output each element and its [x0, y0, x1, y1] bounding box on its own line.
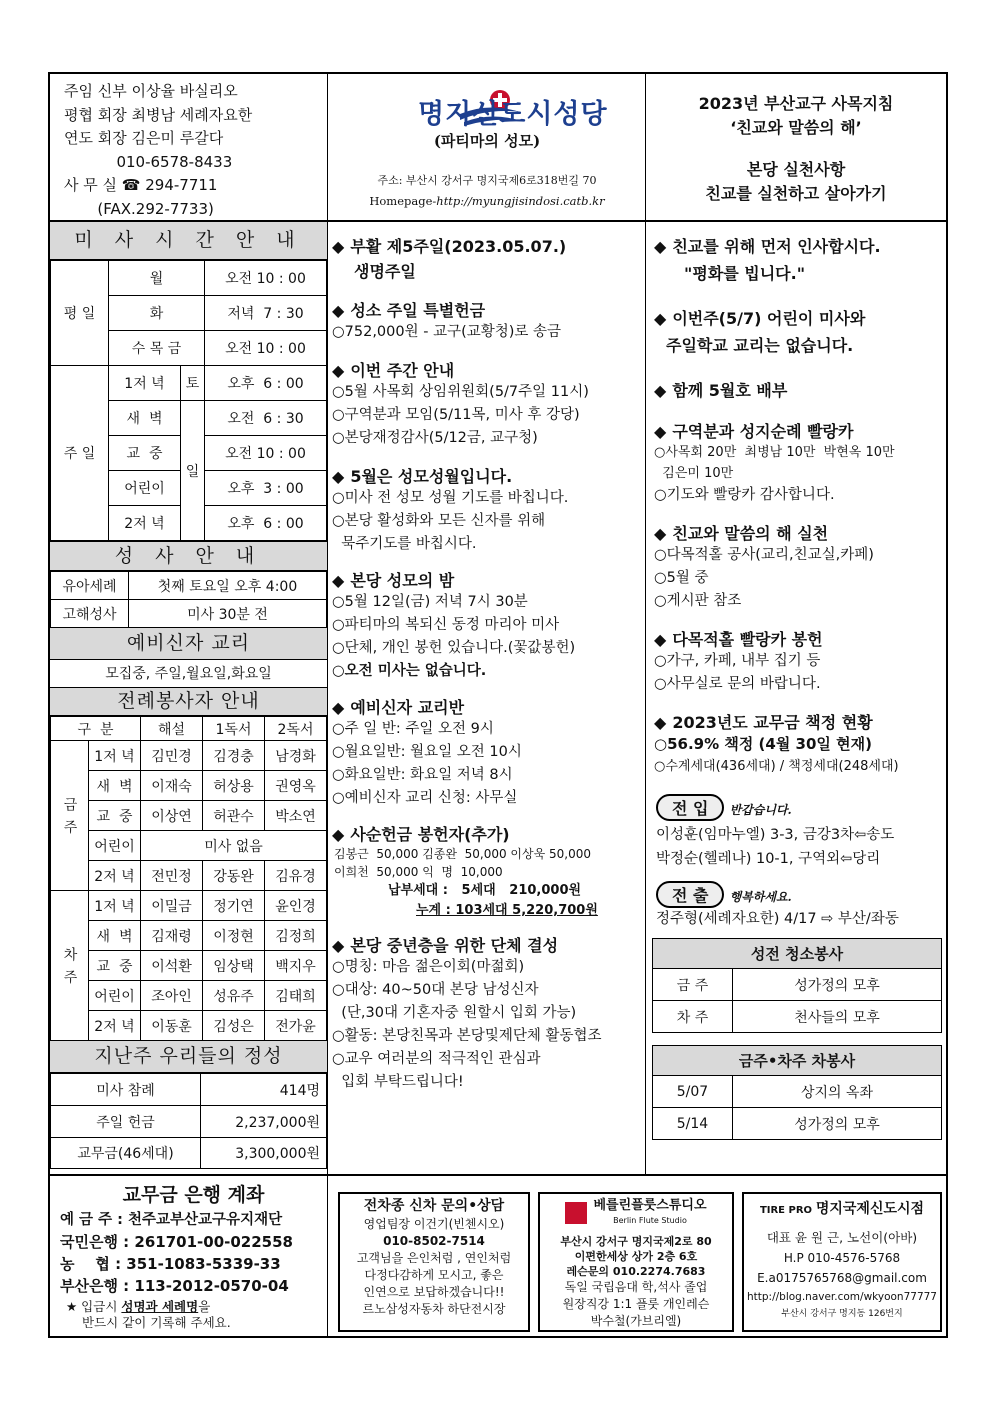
- next-week-label: 차 주: [51, 891, 89, 1041]
- donor-line: 김봉근 50,000 김종완 50,000 이상욱 50,000: [334, 847, 591, 861]
- transfer-out: [656, 881, 946, 908]
- notice-line: 입회 부탁드립니다!: [332, 1074, 464, 1090]
- church-address: 주소: 부산시 강서구 명지국제6로318번길 70: [377, 174, 597, 187]
- notice-title: [332, 464, 645, 487]
- notice-heading: 구역분과 성지순례 빨랑카: [672, 422, 854, 441]
- mass-day: 화: [109, 296, 205, 331]
- notice-heading: 다목적홀 빨랑카 봉헌: [672, 630, 823, 649]
- church-title-block: [328, 74, 646, 220]
- flute-ad: [538, 1192, 734, 1332]
- left-column: [50, 222, 328, 1174]
- flute-ad-line: 독일 국립음대 학,석사 졸업: [564, 1280, 708, 1294]
- tea-date: 5/07: [653, 1076, 733, 1108]
- guideline-line: 본당 실천사항: [746, 160, 846, 179]
- mass-name: 어린이: [109, 471, 181, 506]
- homepage-link[interactable]: http://myungjisindosi.catb.kr: [436, 194, 605, 208]
- notice-title: [332, 568, 645, 591]
- bank-note-2: 반드시 같이 기록해 주세요.: [82, 1315, 231, 1330]
- notice-title: [332, 234, 645, 257]
- volunteer: 이상연: [141, 801, 203, 831]
- volunteer: 허관수: [203, 801, 265, 831]
- mass-day: 일: [181, 401, 205, 541]
- transfer-line: 정주형(세례자요한) 4/17 ⇨ 부산/좌동: [656, 911, 899, 927]
- bank-note-text: 을: [198, 1299, 211, 1314]
- donor-total: 납부세대 : 5세대 210,000원: [388, 883, 582, 898]
- notice-title: [654, 710, 946, 733]
- car-ad-line: 다정다감하게 모시고, 좋은: [364, 1268, 504, 1282]
- offering-label: 교무금(46세대): [51, 1138, 201, 1169]
- volunteer: 전가윤: [265, 1011, 327, 1041]
- flute-ad-line: 원장직강 1:1 플룻 개인레슨: [562, 1297, 710, 1311]
- notice-line: ○대상: 40~50대 본당 남성신자: [332, 982, 539, 998]
- volunteer: 김성은: [203, 1011, 265, 1041]
- car-ad-title: 전차종 신차 문의•상담: [363, 1198, 505, 1214]
- liturgy-header: 해설: [141, 717, 203, 741]
- tea-table: [652, 1045, 942, 1140]
- diamond-icon: ◆: [654, 422, 667, 441]
- guideline-line: 2023년 부산교구 사목지침: [698, 94, 894, 113]
- notice-title: [332, 358, 645, 381]
- tire-ad-line: http://blog.naver.com/wkyoon77777: [746, 1291, 937, 1303]
- volunteer: 김유경: [265, 861, 327, 891]
- tire-ad-line: 부산시 강서구 명지동 126번지: [781, 1309, 903, 1319]
- notice-line: ○5월 중: [654, 570, 709, 586]
- mass-name: 1저 녁: [109, 366, 181, 401]
- notice-heading: 부활 제5주일(2023.05.07.): [350, 237, 567, 256]
- tire-ad: [742, 1192, 942, 1332]
- notice-line: ○주 일 반: 주일 오전 9시: [332, 721, 494, 737]
- sacrament-time: 첫째 토요일 오후 4:00: [129, 572, 327, 600]
- guideline-line: 친교를 실천하고 살아가기: [705, 184, 887, 203]
- mass-name: 새 벽: [109, 401, 181, 436]
- mass-day: 월: [109, 261, 205, 296]
- notice-title: [654, 378, 946, 401]
- mass-name: 어린이: [89, 981, 141, 1011]
- mass-time: 오후 6 : 00: [205, 506, 327, 541]
- volunteer: 권영옥: [265, 771, 327, 801]
- staff-info: [50, 74, 328, 220]
- notice-heading: 예비신자 교리반: [350, 698, 465, 717]
- diamond-icon: ◆: [332, 467, 345, 486]
- notice-title: [654, 521, 946, 544]
- volunteer: 이밀금: [141, 891, 203, 921]
- diamond-icon: ◆: [332, 571, 345, 590]
- diamond-icon: ◆: [654, 237, 667, 256]
- volunteer: 백지우: [265, 951, 327, 981]
- transfer-in-badge: 전 입: [656, 794, 724, 821]
- mass-day: 토: [181, 366, 205, 401]
- tire-ad-line: H.P 010-4576-5768: [783, 1251, 901, 1265]
- car-ad-line: 영업팀장 이건기(빈첸시오): [363, 1217, 505, 1231]
- notice-heading: 2023년도 교무금 책정 현황: [672, 713, 873, 732]
- cleaning-title: 성전 청소봉사: [653, 939, 942, 969]
- notice-heading: 이번주(5/7) 어린이 미사와: [672, 309, 866, 328]
- notice-line: ○사목회 20만 최병남 10만 박현옥 10만: [654, 445, 895, 460]
- mass-time: 오전 10 : 00: [205, 436, 327, 471]
- volunteer: 김태희: [265, 981, 327, 1011]
- notice-line: ○구역분과 모임(5/11목, 미사 후 강당): [332, 407, 580, 423]
- mass-name: 1저 녁: [89, 741, 141, 771]
- volunteer: 김경충: [203, 741, 265, 771]
- volunteer: 성유주: [203, 981, 265, 1011]
- catechumen-text: 모집중, 주일,월요일,화요일: [50, 660, 327, 688]
- tire-brand: TIRE PRO: [759, 1205, 813, 1216]
- bank-account: [50, 1176, 328, 1338]
- notice-line: ○월요일반: 월요일 오전 10시: [332, 744, 522, 760]
- notice-heading: 본당 성모의 밤: [350, 571, 455, 590]
- car-ad-line: 고객님을 은인처럼 , 연인처럼: [356, 1251, 512, 1265]
- notice-title: [332, 822, 645, 845]
- mass-name: 새 벽: [89, 921, 141, 951]
- mass-name: 2저 녁: [109, 506, 181, 541]
- weekday-label: 평 일: [51, 261, 109, 366]
- volunteer: 정기연: [203, 891, 265, 921]
- liturgy-header: 1독서: [203, 717, 265, 741]
- sacrament-name: 유아세례: [51, 572, 129, 600]
- volunteer: 김민경: [141, 741, 203, 771]
- notice-line: ○56.9% 책정 (4월 30일 현재): [654, 735, 872, 753]
- volunteer: 이재숙: [141, 771, 203, 801]
- notice-line: "평화를 빕니다.": [684, 264, 806, 283]
- offering-value: 414명: [201, 1074, 327, 1106]
- volunteer: 윤인경: [265, 891, 327, 921]
- bank-note: [66, 1299, 327, 1315]
- bulletin-page: [48, 72, 948, 1338]
- car-ad-line: 르노삼성자동차 하단전시장: [362, 1302, 506, 1316]
- notice-title: [654, 627, 946, 650]
- cleaning-table: [652, 938, 942, 1033]
- notice-title: [654, 234, 946, 257]
- mass-name: 2저 녁: [89, 1011, 141, 1041]
- notice-line: ○명칭: 마음 젊은이회(마젊회): [332, 959, 525, 975]
- mass-name: 교 중: [89, 801, 141, 831]
- notice-line: ○수계세대(436세대) / 책정세대(248세대): [654, 759, 899, 774]
- diamond-icon: ◆: [332, 936, 345, 955]
- offering-value: 3,300,000원: [201, 1138, 327, 1169]
- notice-line: ○단체, 개인 봉헌 있습니다.(꽃값봉헌): [332, 640, 576, 656]
- notice-heading: 사순헌금 봉헌자(추가): [350, 825, 510, 844]
- mass-schedule-title: 미 사 시 간 안 내: [50, 222, 327, 260]
- footer: [50, 1174, 946, 1336]
- volunteer: 이동훈: [141, 1011, 203, 1041]
- notice-heading: 본당 중년층을 위한 단체 결성: [350, 936, 559, 955]
- mass-time: 오전 10 : 00: [205, 331, 327, 366]
- notice-line: ○활동: 본당친목과 본당및제단체 활동협조: [332, 1028, 602, 1044]
- notice-title: [332, 695, 645, 718]
- offering-value: 2,237,000원: [201, 1106, 327, 1138]
- volunteer: 김재령: [141, 921, 203, 951]
- right-column: [646, 222, 946, 1174]
- notice-heading: 이번 주간 안내: [350, 361, 455, 380]
- homepage-line: [328, 194, 646, 208]
- offering-label: 미사 참례: [51, 1074, 201, 1106]
- mass-name: 교 중: [109, 436, 181, 471]
- transfer-out-greeting: 행복하세요.: [729, 890, 792, 904]
- pastoral-guideline: [646, 74, 946, 220]
- volunteer: 남경화: [265, 741, 327, 771]
- notice-heading: 친교를 위해 먼저 인사합시다.: [672, 237, 881, 256]
- notice-line: ○다목적홀 공사(교리,친교실,카페): [654, 547, 874, 563]
- transfer-line: 박정순(헬레나) 10-1, 구역외⇦당리: [656, 851, 881, 867]
- notice-line: ○본당 활성화와 모든 신자를 위해: [332, 513, 546, 529]
- flute-ad-line: 박수철(가브리엘): [590, 1314, 682, 1328]
- volunteer: 전민정: [141, 861, 203, 891]
- mass-name: 2저 녁: [89, 861, 141, 891]
- cleaning-week: 금 주: [653, 969, 733, 1001]
- church-subtitle: (파티마의 성모): [433, 132, 541, 150]
- tea-group: 성가정의 모후: [733, 1108, 942, 1140]
- mass-day: 수 목 금: [109, 331, 205, 366]
- diamond-icon: ◆: [654, 713, 667, 732]
- car-ad: [338, 1192, 530, 1332]
- liturgy-title: 전례봉사자 안내: [50, 688, 327, 716]
- mass-name: 교 중: [89, 951, 141, 981]
- notice-line: 김은미 10만: [654, 466, 734, 481]
- church-name: 명지신도시성당: [418, 99, 608, 130]
- flute-ad-line: 이편한세상 상가 2층 6호: [574, 1250, 698, 1263]
- transfer-line: 이성훈(임마누엘) 3-3, 금강3차⇦송도: [656, 827, 895, 843]
- staff-line: 010-6578-8433: [64, 152, 233, 171]
- notice-heading: 친교와 말씀의 해 실천: [672, 524, 829, 543]
- diamond-icon: ◆: [654, 309, 667, 328]
- staff-line: 평협 회장 최병남 세례자요한: [64, 105, 253, 124]
- tire-ad-line: 대표 윤 원 근, 노선이(아바): [766, 1230, 918, 1245]
- this-week-label: 금 주: [51, 741, 89, 891]
- notice-line: ○화요일반: 화요일 저녁 8시: [332, 767, 513, 783]
- volunteer: 이정현: [203, 921, 265, 951]
- mass-name: 새 벽: [89, 771, 141, 801]
- notice-heading-2: 생명주일: [354, 262, 416, 281]
- volunteer: 조아인: [141, 981, 203, 1011]
- cleaning-group: 성가정의 모후: [733, 969, 942, 1001]
- notice-line: ○오전 미사는 없습니다.: [332, 663, 487, 679]
- diamond-icon: ◆: [654, 381, 667, 400]
- cleaning-group: 천사들의 모후: [733, 1001, 942, 1033]
- bank-note-bold: 성명과 세례명: [121, 1299, 199, 1314]
- diamond-icon: ◆: [332, 361, 345, 380]
- sacrament-name: 고해성사: [51, 600, 129, 628]
- offering-label: 주일 헌금: [51, 1106, 201, 1138]
- bank-line: 부산은행 : 113-2012-0570-04: [60, 1277, 289, 1295]
- notice-line: ○752,000원 - 교구(교황청)로 송금: [332, 324, 562, 340]
- no-mass: 미사 없음: [141, 831, 327, 861]
- sacrament-title: 성 사 안 내: [50, 541, 327, 571]
- bank-title: 교무금 은행 계좌: [122, 1184, 265, 1206]
- diamond-icon: ◆: [332, 825, 345, 844]
- notice-line: ○예비신자 교리 신청: 사무실: [332, 790, 518, 806]
- car-ad-phone: 010-8502-7514: [383, 1234, 485, 1248]
- homepage-label: Homepage-: [369, 194, 437, 208]
- staff-line: 사 무 실 ☎ 294-7711: [64, 176, 218, 194]
- donor-line: 이희천 50,000 익 명 10,000: [334, 865, 503, 879]
- notice-line: ○게시판 참조: [654, 593, 742, 609]
- mass-time: 오전 6 : 30: [205, 401, 327, 436]
- volunteer: 임상택: [203, 951, 265, 981]
- tea-date: 5/14: [653, 1108, 733, 1140]
- liturgy-table: [50, 716, 327, 1041]
- diamond-icon: ◆: [654, 524, 667, 543]
- flute-ad-line: 레슨문의 010.2274.7683: [566, 1265, 706, 1278]
- mass-name: 1저 녁: [89, 891, 141, 921]
- staff-line: (FAX.292-7733): [64, 199, 214, 218]
- mass-time: 오후 3 : 00: [205, 471, 327, 506]
- sacrament-time: 미사 30분 전: [129, 600, 327, 628]
- notice-line: ○가구, 카페, 내부 집기 등: [654, 653, 821, 669]
- transfer-in-greeting: 반갑습니다.: [729, 803, 792, 817]
- volunteer: 허상용: [203, 771, 265, 801]
- mass-time: 오후 6 : 00: [205, 366, 327, 401]
- mass-schedule-table: [50, 260, 327, 541]
- tire-ad-title: 명지국제신도시점: [815, 1201, 925, 1217]
- guideline-line: ‘친교와 말씀의 해’: [730, 118, 862, 137]
- bank-line: 예 금 주 : 천주교부산교구유지재단: [60, 1212, 283, 1228]
- flute-ad-line: 부산시 강서구 명지국제2로 80: [560, 1235, 712, 1248]
- liturgy-header: 구 분: [51, 717, 141, 741]
- staff-line: 연도 회장 김은미 루갈다: [64, 129, 224, 147]
- car-ad-line: 인연으로 보답하겠습니다!!: [363, 1285, 505, 1299]
- notice-title: [332, 933, 645, 956]
- cleaning-week: 차 주: [653, 1001, 733, 1033]
- notice-heading: 5월은 성모성월입니다.: [350, 467, 513, 486]
- notice-line: ○본당재정감사(5/12금, 교구청): [332, 430, 538, 446]
- notice-title: [654, 419, 946, 442]
- liturgy-header: 2독서: [265, 717, 327, 741]
- flute-ad-subtitle: Berlin Flute Studio: [613, 1216, 687, 1225]
- mass-name: 어린이: [89, 831, 141, 861]
- volunteer: 이석환: [141, 951, 203, 981]
- volunteer: 김정희: [265, 921, 327, 951]
- staff-line: 주임 신부 이상율 바실리오: [64, 82, 238, 100]
- tea-group: 상지의 옥좌: [733, 1076, 942, 1108]
- notice-line: ○5월 12일(금) 저녁 7시 30분: [332, 594, 528, 610]
- middle-column: [328, 222, 646, 1174]
- notice-line: ○파티마의 복되신 동정 마리아 미사: [332, 617, 560, 633]
- notice-line: ○미사 전 성모 성월 기도를 바칩니다.: [332, 490, 569, 506]
- notice-line: ○5월 사목회 상임위원회(5/7주일 11시): [332, 384, 589, 400]
- mass-time: 오전 10 : 00: [205, 261, 327, 296]
- notice-line: ○기도와 빨랑카 감사합니다.: [654, 487, 835, 503]
- notice-title: [332, 298, 645, 321]
- bank-note-text: ★ 입금시: [66, 1299, 122, 1314]
- sacrament-table: [50, 571, 327, 628]
- notice-heading: 성소 주일 특별헌금: [350, 301, 486, 320]
- notice-title: [654, 306, 946, 329]
- bank-line: 국민은행 : 261701-00-022558: [60, 1233, 293, 1251]
- offering-title: 지난주 우리들의 정성: [50, 1041, 327, 1073]
- diamond-icon: ◆: [654, 630, 667, 649]
- notice-heading: 함께 5월호 배부: [672, 381, 788, 400]
- diamond-icon: ◆: [332, 698, 345, 717]
- notice-line: 묵주기도를 바칩시다.: [332, 536, 477, 552]
- notice-line: ○교우 여러분의 적극적인 관심과: [332, 1051, 541, 1067]
- flute-ad-title: 베를린플룻스튜디오: [593, 1198, 707, 1213]
- notice-line: (단,30대 기혼자중 원할시 입회 가능): [332, 1005, 577, 1021]
- transfer-out-badge: 전 출: [656, 881, 724, 908]
- tire-ad-line: E.a0175765768@gmail.com: [757, 1271, 927, 1285]
- volunteer: 강동완: [203, 861, 265, 891]
- notice-line: ○사무실로 문의 바랍니다.: [654, 676, 821, 692]
- sunday-label: 주 일: [51, 366, 109, 541]
- diamond-icon: ◆: [332, 301, 345, 320]
- bank-line: 농 협 : 351-1083-5339-33: [60, 1255, 281, 1273]
- volunteer: 박소연: [265, 801, 327, 831]
- offering-table: [50, 1073, 327, 1169]
- flute-logo-icon: [565, 1202, 587, 1224]
- diamond-icon: ◆: [332, 237, 345, 256]
- donor-cumulative: 누계 : 103세대 5,220,700원: [416, 903, 598, 918]
- mass-time: 저녁 7 : 30: [205, 296, 327, 331]
- tea-title: 금주•차주 차봉사: [653, 1046, 942, 1076]
- notice-line: 주일학교 교리는 없습니다.: [666, 336, 854, 355]
- header: [50, 74, 946, 222]
- transfer-in: [656, 794, 946, 821]
- catechumen-title: 예비신자 교리: [50, 628, 327, 660]
